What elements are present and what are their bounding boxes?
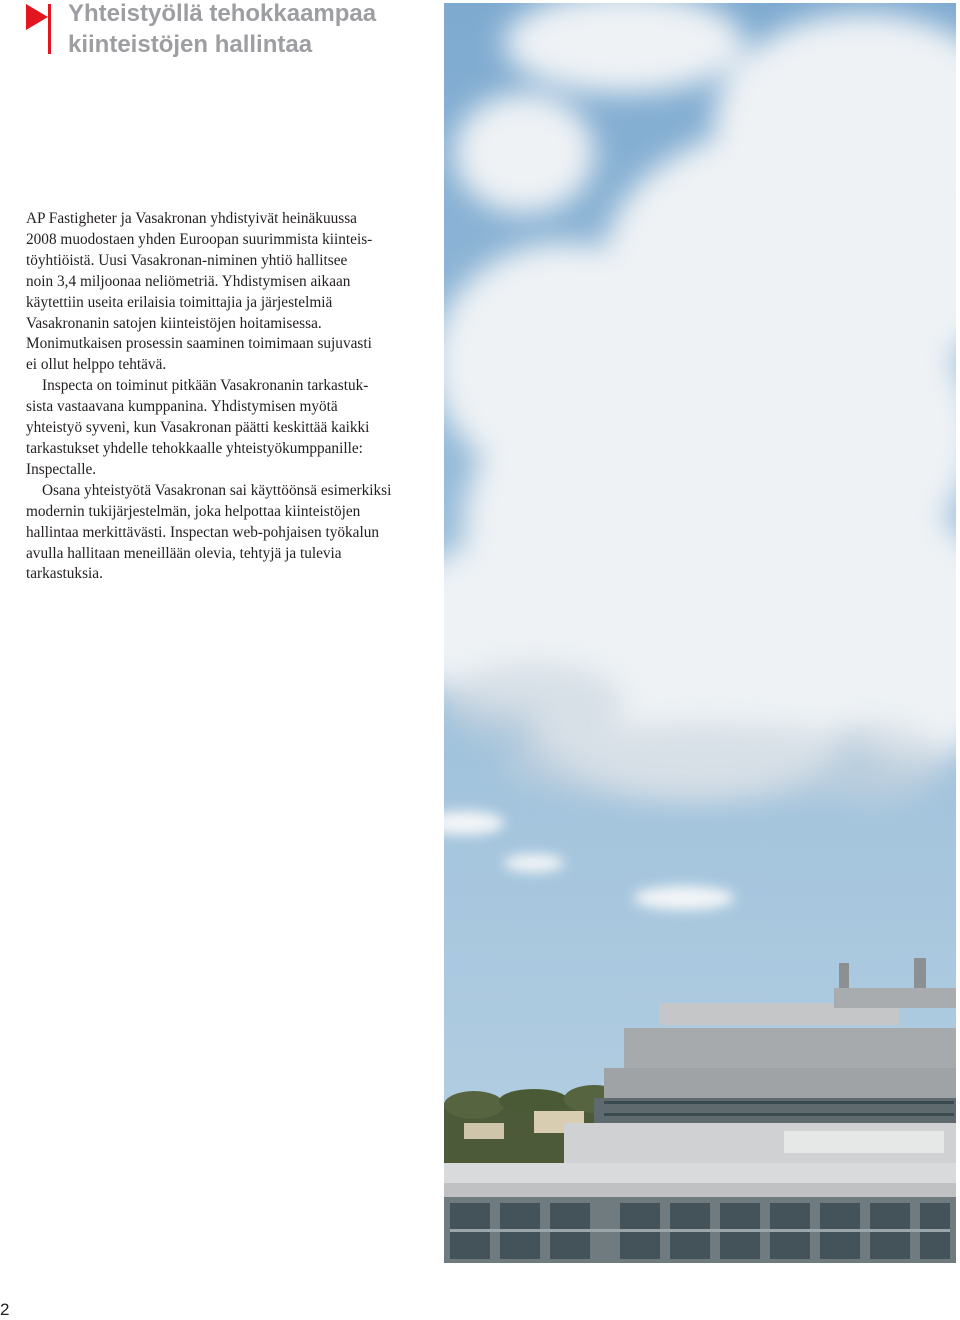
text-line: modernin tukijärjestelmän, joka helpottaa kiinteistöjen xyxy=(26,502,361,520)
paragraph-2 xyxy=(26,376,408,481)
page-title-line-1: Yhteistyöllä tehokkaampaa xyxy=(68,0,377,27)
paragraph-3 xyxy=(26,481,408,586)
text-line: tarkastuksia. xyxy=(26,565,103,583)
text-line: AP Fastigheter ja Vasakronan yhdistyivät heinäkuussa xyxy=(26,210,357,227)
text-line: ei ollut helppo tehtävä. xyxy=(26,356,167,374)
text-line: noin 3,4 miljoonaa neliömetriä. Yhdistymisen aikaan xyxy=(26,272,351,290)
text-line: Inspectalle. xyxy=(26,460,97,478)
text-line: hallintaa merkittävästi. Inspectan web-pohjaisen työkalun xyxy=(26,523,379,541)
sky-building-photo xyxy=(444,3,956,1263)
page-number: 2 xyxy=(0,1300,10,1319)
text-line: tarkastukset yhdelle tehokkaalle yhteistyökumppanille: xyxy=(26,439,363,457)
text-line: Osana yhteistyötä Vasakronan sai käyttöönsä esimerkiksi xyxy=(42,481,392,499)
text-line: yhteistyö syveni, kun Vasakronan päätti keskittää kaikki xyxy=(26,419,370,437)
page-title-line-2: kiinteistöjen hallintaa xyxy=(68,31,313,58)
text-line: käytettiin useita erilaisia toimittajia ja järjestelmiä xyxy=(26,293,333,311)
text-line: Monimutkaisen prosessin saaminen toimimaan sujuvasti xyxy=(26,335,372,353)
paragraph-1 xyxy=(26,209,408,376)
text-line: sista vastaavana kumppanina. Yhdistymisen myötä xyxy=(26,398,338,416)
text-line: Vasakronanin satojen kiinteistöjen hoitamisessa. xyxy=(26,314,322,332)
text-line: avulla hallitaan meneillään olevia, tehtyjä ja tulevia xyxy=(26,544,342,562)
article-body xyxy=(26,209,408,585)
text-line: Inspecta on toiminut pitkään Vasakronanin tarkastuk- xyxy=(42,377,369,395)
lower-building xyxy=(444,1163,956,1263)
page-title xyxy=(68,0,428,60)
text-line: töyhtiöistä. Uusi Vasakronan-niminen yhtiö hallitsee xyxy=(26,251,348,269)
section-marker-icon xyxy=(26,4,56,54)
photo-illustration xyxy=(444,3,956,1263)
text-line: 2008 muodostaen yhden Euroopan suurimmista kiinteis- xyxy=(26,230,373,248)
